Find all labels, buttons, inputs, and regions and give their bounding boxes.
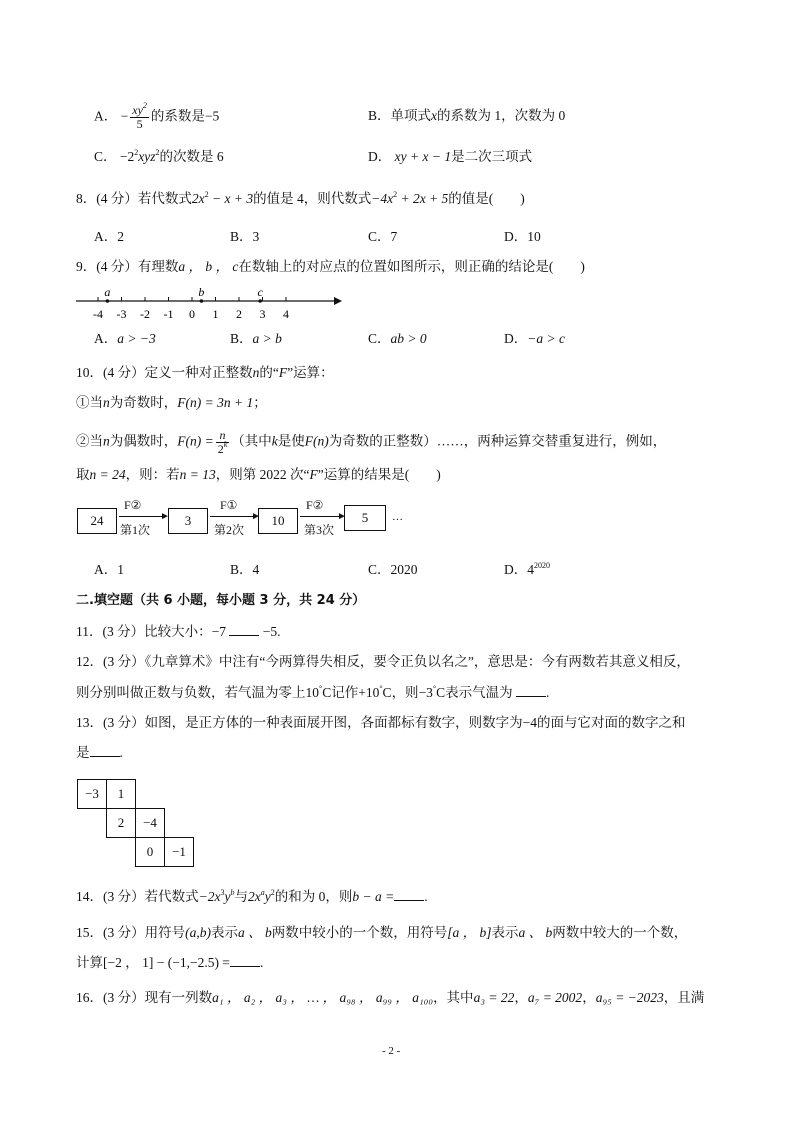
- expr: a 、 b: [518, 925, 553, 940]
- stem-text: 9．(4 分）有理数: [76, 259, 179, 274]
- flow-arrow-3: [300, 516, 342, 517]
- stem-text: 是使: [277, 433, 305, 449]
- expr: n = 13: [179, 467, 216, 482]
- point-a: [106, 299, 110, 303]
- arrowhead-icon: ►: [160, 511, 170, 522]
- stem-text: 为偶数时，: [109, 433, 178, 449]
- q10-option-c: C．2020: [368, 562, 418, 577]
- stem-text: 记作: [331, 685, 359, 700]
- stem-text: ②当: [76, 433, 103, 449]
- cube-face: 1: [106, 779, 136, 809]
- exponent: k: [223, 440, 228, 449]
- q16-stem: 16．(3 分）现有一列数a₁ ， a₂ ， a₃ ， … ， a₉₈ ， a₉₉ ， a₁₀₀，其中a₃ = 22，a₇ = 2002，a₉₅ = −2023，且满: [76, 990, 705, 1005]
- frac-numerator: n: [216, 429, 230, 443]
- expr: F(n): [304, 433, 329, 449]
- exponent: a: [260, 888, 265, 897]
- stem-text: .: [259, 955, 264, 970]
- stem-text: 两数中较小的一个数，用符号: [271, 925, 448, 940]
- stem-text: 则分别叫做正数与负数，若气温为零上: [76, 685, 306, 700]
- q8-option-a: A．2: [94, 229, 124, 244]
- minus-sign: −: [120, 108, 129, 124]
- variable: F: [278, 365, 288, 380]
- expr: −2: [119, 149, 135, 164]
- q10-rule1: [76, 394, 267, 412]
- option-label: D．: [504, 562, 528, 577]
- q15-line2: [76, 954, 263, 972]
- flow-box-1: 24: [77, 508, 117, 534]
- q7-option-b: [368, 107, 565, 125]
- flow-step-3: 第3次: [304, 523, 335, 537]
- frac-denominator: 5: [136, 117, 143, 131]
- unit: C: [322, 685, 332, 700]
- q9-stem: [76, 258, 585, 276]
- expr: + 2x + 5: [397, 191, 449, 206]
- expr: −4: [522, 715, 537, 730]
- cube-face: −4: [135, 808, 165, 838]
- expr: xyz: [138, 149, 156, 164]
- variable: n: [103, 433, 110, 449]
- unit: C: [382, 685, 392, 700]
- expr: a > b: [252, 331, 282, 346]
- axis-tick-label: -3: [116, 307, 127, 321]
- expr: a 、 b: [238, 925, 272, 940]
- expr: 2x: [191, 191, 205, 206]
- expr: − x + 3: [208, 191, 254, 206]
- expr: [a ， b]: [447, 925, 492, 940]
- section-title: 二.填空题（共 6 小题，每小题 3 分，共 24 分）: [76, 593, 366, 608]
- expr: −4x: [371, 191, 394, 206]
- q13-line1: [76, 714, 686, 732]
- expr: a₃ = 22: [473, 990, 515, 1005]
- expr: a > −3: [117, 331, 156, 346]
- flow-ellipsis: …: [392, 511, 403, 523]
- q10-option-b: B．4: [230, 562, 260, 577]
- axis-tick-label: -2: [140, 307, 150, 321]
- stem-text: 是: [76, 745, 90, 760]
- stem-text: .: [546, 685, 550, 700]
- stem-text: ，则: [391, 685, 419, 700]
- option-text: 是二次三项式: [451, 149, 533, 164]
- axis-tick-label: 0: [189, 307, 195, 321]
- q10-option-a: A．1: [94, 562, 124, 577]
- axis-tick-label: 1: [212, 307, 219, 321]
- expr: a₉₅ = −2023: [595, 990, 664, 1005]
- stem-text: ，则：若: [125, 467, 180, 482]
- flow-op-3: F②: [306, 498, 324, 512]
- exponent: b: [230, 888, 235, 897]
- stem-text: 的和为 0，则: [274, 889, 353, 904]
- exponent: 2: [142, 101, 147, 110]
- answer-blank[interactable]: [516, 684, 546, 697]
- option-label: B．: [368, 108, 391, 123]
- answer-blank[interactable]: [394, 888, 424, 901]
- q10-line3: [76, 466, 441, 484]
- unit: C: [436, 685, 446, 700]
- q9-option-d: [504, 330, 565, 348]
- stem-text: ，则第 2022 次“: [215, 467, 310, 482]
- flow-arrow-2: [210, 516, 256, 517]
- answer-blank[interactable]: [230, 954, 260, 967]
- stem-text: 8．(4 分）若代数式: [76, 191, 192, 206]
- expr: +10: [358, 685, 380, 700]
- q9-option-b: [230, 330, 282, 348]
- variable: x: [431, 108, 438, 123]
- axis-ticks: [93, 285, 289, 321]
- expr: 2x: [247, 889, 261, 904]
- variable: k: [271, 433, 278, 449]
- fraction: [130, 101, 149, 131]
- answer-blank[interactable]: [229, 623, 259, 636]
- cube-face: −1: [164, 837, 194, 867]
- stem-text: 10．(4 分）定义一种对正整数: [76, 365, 253, 380]
- expr: y: [264, 889, 271, 904]
- cube-face: 0: [135, 837, 165, 867]
- q13-line2: [76, 744, 123, 762]
- flow-step-1: 第1次: [120, 523, 151, 537]
- answer-blank[interactable]: [90, 744, 120, 757]
- q8-option-b: B．3: [230, 229, 260, 244]
- q12-line2: 则分别叫做正数与负数，若气温为零上10°C记作+10°C，则−3°C表示气温为 .: [76, 684, 550, 700]
- fraction: [216, 429, 230, 456]
- q9-option-a: [94, 330, 156, 348]
- option-text: 的系数为 1，次数为 0: [437, 108, 566, 123]
- stem-text: .: [277, 624, 281, 639]
- stem-text: 11．(3 分）比较大小：: [76, 624, 212, 639]
- expr: [−2 ， 1] − (−1,−2.5) =: [103, 955, 230, 970]
- point-c: [258, 299, 262, 303]
- expr: a₁ ， a₂ ， a₃ ， … ， a₉₈ ， a₉₉ ， a₁₀₀: [212, 990, 434, 1005]
- point-label-c: c: [257, 285, 263, 299]
- stem-text: 在数轴上的对应点的位置如图所示，则正确的结论是( ): [238, 259, 585, 274]
- flow-op-2: F①: [220, 498, 238, 512]
- number-line: [76, 284, 346, 324]
- q7-option-a: [94, 101, 220, 131]
- q7-option-c: [94, 148, 224, 166]
- axis-tick-label: 2: [236, 307, 242, 321]
- q14-stem: [76, 888, 428, 906]
- stem-text: 的值是( ): [448, 191, 525, 206]
- stem-text: 15．(3 分）用符号: [76, 925, 186, 940]
- expr: b − a =: [352, 889, 395, 904]
- q12-line1: 12．(3 分）《九章算术》中注有“今两算得失相反，要令正负以名之”，意思是：今有两数若其意义相反，: [76, 654, 690, 669]
- q8-option-d: D．10: [504, 229, 541, 244]
- option-text: 的系数是−5: [150, 108, 220, 124]
- stem-text: ；: [253, 395, 267, 410]
- q10-stem: [76, 364, 334, 382]
- arrowhead-icon: ►: [337, 511, 347, 522]
- stem-text: 与: [234, 889, 248, 904]
- frac-denominator: 2: [217, 442, 224, 456]
- expr: (a,b): [185, 925, 211, 940]
- q8-option-c: C．7: [368, 229, 398, 244]
- variable: n: [103, 395, 110, 410]
- exponent: 2: [270, 888, 275, 897]
- q7-option-d: [368, 148, 532, 166]
- expr: F(n) = 3n + 1: [177, 395, 254, 410]
- axis-arrow: [334, 297, 342, 305]
- cube-face: −3: [77, 779, 107, 809]
- page-number: - 2 -: [382, 1045, 401, 1057]
- flow-op-1: F②: [124, 498, 142, 512]
- point-label-a: a: [104, 285, 111, 299]
- stem-text: ”运算：: [287, 365, 334, 380]
- stem-text: 计算: [76, 955, 103, 970]
- cube-face: 2: [106, 808, 136, 838]
- q15-line1: [76, 924, 687, 942]
- flow-box-3: 10: [258, 508, 298, 534]
- expr: −a > c: [527, 331, 565, 346]
- expr: a ， b ， c: [178, 259, 239, 274]
- option-text: 的次数是 6: [159, 149, 224, 164]
- expr: a₇ = 2002: [527, 990, 583, 1005]
- stem-text: 表示: [211, 925, 238, 940]
- expr: −3: [418, 685, 433, 700]
- exponent: 2: [134, 148, 139, 157]
- expr: xy + x − 1: [394, 149, 452, 164]
- option-text: 单项式: [390, 108, 432, 123]
- expr: −7: [211, 624, 226, 639]
- expr: −2x: [198, 889, 221, 904]
- expr: n = 24: [89, 467, 126, 482]
- expr: y: [224, 889, 231, 904]
- q11-stem: [76, 623, 281, 641]
- exponent: 2: [204, 190, 209, 199]
- variable: F: [309, 467, 318, 482]
- expr: 4: [527, 562, 534, 577]
- option-label: A．: [94, 331, 118, 346]
- point-label-b: b: [198, 285, 205, 299]
- axis-tick-label: 3: [259, 307, 266, 321]
- stem-text: 16．(3 分）现有一列数: [76, 990, 213, 1005]
- flow-box-2: 3: [168, 508, 208, 534]
- exponent: 2: [393, 190, 398, 199]
- stem-text: .: [424, 889, 428, 904]
- stem-text: 两数中较大的一个数，: [552, 925, 688, 940]
- axis-tick-label: -4: [93, 307, 103, 321]
- stem-text: ”运算的结果是( ): [317, 467, 441, 482]
- option-label: C．: [94, 149, 117, 164]
- q10-option-d: [504, 561, 550, 579]
- expr: ab > 0: [390, 331, 427, 346]
- axis-tick-label: -1: [163, 307, 174, 321]
- stem-text: 13．(3 分）如图，是正方体的一种表面展开图，各面都标有数字，则数字为: [76, 715, 523, 730]
- stem-text: 的值是 4，则代数式: [253, 191, 372, 206]
- flow-arrow-1: [119, 516, 165, 517]
- stem-text: 为奇数的正整数）……，两种运算交替重复进行，例如，: [328, 433, 667, 449]
- option-label: B．: [230, 331, 253, 346]
- stem-text: 的面与它对面的数字之和: [537, 715, 686, 730]
- expr: −5: [262, 624, 278, 639]
- q10-rule2: [76, 429, 666, 456]
- expr: 10: [305, 685, 319, 700]
- exponent: 3: [220, 888, 225, 897]
- variable: n: [252, 365, 260, 380]
- q9-option-c: [368, 330, 427, 348]
- arrowhead-icon: ►: [251, 511, 261, 522]
- stem-text: （其中: [231, 433, 272, 449]
- stem-text: ，其中: [433, 990, 474, 1005]
- q8-stem: [76, 190, 525, 208]
- option-label: D．: [504, 331, 528, 346]
- stem-text: ，且满: [663, 990, 705, 1005]
- exponent: 2020: [534, 561, 550, 570]
- flow-step-2: 第2次: [214, 523, 245, 537]
- stem-text: 的“: [259, 365, 279, 380]
- stem-text: 表示: [491, 925, 519, 940]
- option-label: D．: [368, 149, 392, 164]
- stem-text: 表示气温为: [445, 685, 513, 700]
- stem-text: 为奇数时，: [109, 395, 178, 410]
- expr: F(n) =: [177, 433, 214, 449]
- frac-numerator: xy: [132, 103, 143, 117]
- axis-tick-label: 4: [283, 307, 289, 321]
- option-label: A．: [94, 108, 118, 124]
- stem-text: 14．(3 分）若代数式: [76, 889, 199, 904]
- option-label: C．: [368, 331, 391, 346]
- stem-text: .: [119, 745, 123, 760]
- point-b: [200, 299, 204, 303]
- exponent: 2: [155, 148, 160, 157]
- stem-text: 取: [76, 467, 90, 482]
- stem-text: ①当: [76, 395, 103, 410]
- flow-box-4: 5: [344, 505, 386, 531]
